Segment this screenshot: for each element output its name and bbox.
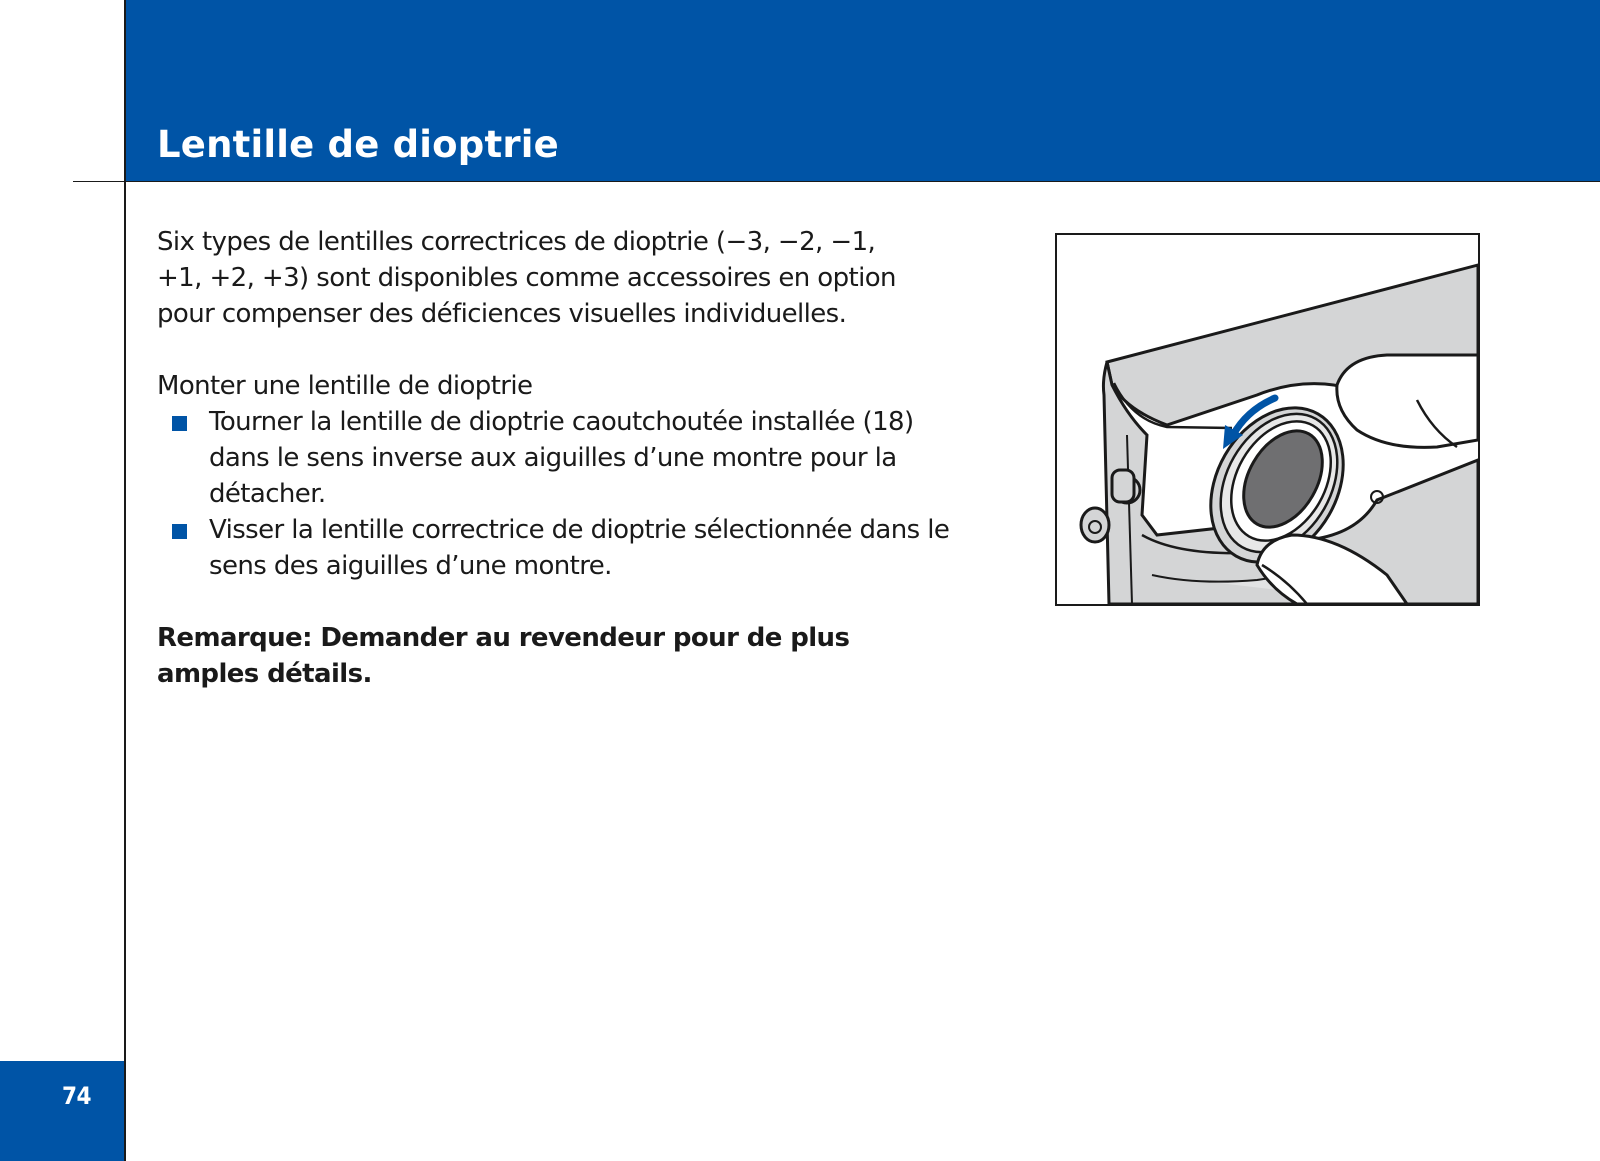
procedure-heading: Monter une lentille de dioptrie [157,371,533,401]
finger-top [1337,355,1478,447]
list-item [157,512,979,584]
page-number-box [0,1061,124,1161]
step-text: Tourner la lentille de dioptrie caoutchoutée installée (18) dans le sens inverse aux aiguilles d’une montre pour la détacher. [209,407,914,509]
square-bullet-icon [172,416,187,431]
margin-rule [124,0,126,1161]
dioptric-lens-illustration [1055,233,1480,606]
page-title: Lentille de dioptrie [157,123,559,166]
page-number: 74 [62,1082,92,1110]
list-item [157,404,979,512]
intro-paragraph: Six types de lentilles correctrices de dioptrie (−3, −2, −1, +1, +2, +3) sont disponibles comme accessoires en option pour compenser des déficiences visuelles individuelles. [157,227,896,329]
header-rule [73,181,1600,182]
step-text: Visser la lentille correctrice de dioptrie sélectionnée dans le sens des aiguilles d’une montre. [209,515,950,581]
step-list [157,404,987,584]
main-content [157,224,987,692]
remark-note: Remarque: Demander au revendeur pour de plus amples détails. [157,623,850,689]
square-bullet-icon [172,524,187,539]
